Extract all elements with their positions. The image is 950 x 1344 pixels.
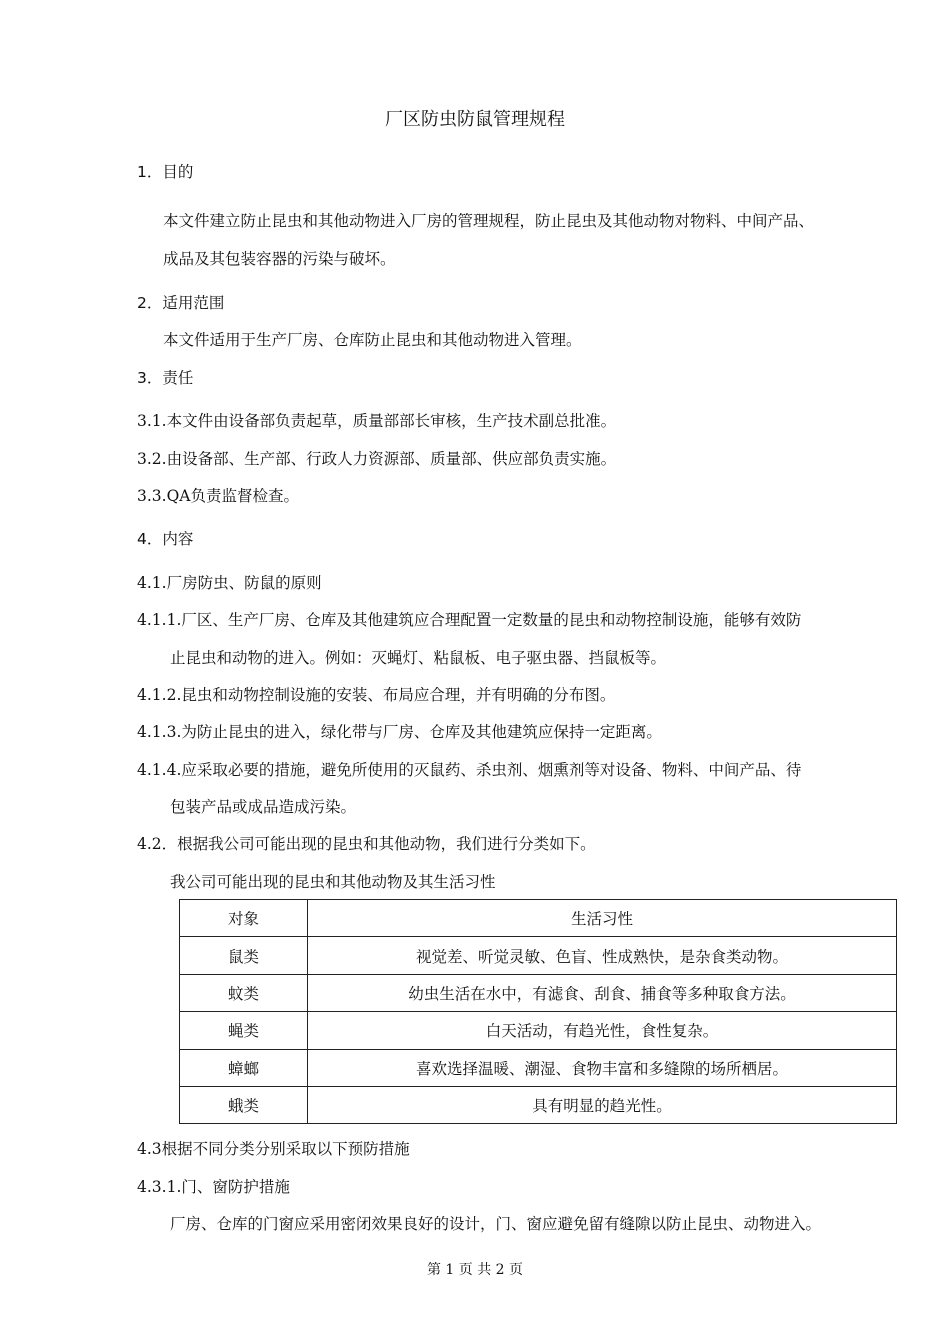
section-heading-purpose: 1．目的 xyxy=(137,163,194,181)
table-cell-habit: 喜欢选择温暖、潮湿、食物丰富和多缝隙的场所栖居。 xyxy=(308,1049,897,1086)
clause-3-2: 3.2.由设备部、生产部、行政人力资源部、质量部、供应部负责实施。 xyxy=(137,450,617,468)
table-cell-object: 蚊类 xyxy=(180,974,308,1011)
table-header-row xyxy=(180,900,897,937)
table-cell-habit: 视觉差、听觉灵敏、色盲、性成熟快，是杂食类动物。 xyxy=(308,937,897,974)
table-header-object: 对象 xyxy=(180,900,308,937)
clause-4-1-2: 4.1.2.昆虫和动物控制设施的安装、布局应合理，并有明确的分布图。 xyxy=(137,686,616,704)
clause-4-1-4-line-1: 4.1.4.应采取必要的措施，避免所使用的灭鼠药、杀虫剂、烟熏剂等对设备、物料、中间产品、待 xyxy=(137,761,802,779)
purpose-text-line-2: 成品及其包装容器的污染与破坏。 xyxy=(163,250,396,268)
clause-4-1: 4.1.厂房防虫、防鼠的原则 xyxy=(137,574,322,592)
clause-4-1-1-line-2: 止昆虫和动物的进入。例如：灭蝇灯、粘鼠板、电子驱虫器、挡鼠板等。 xyxy=(170,649,667,667)
table-cell-habit: 幼虫生活在水中，有滤食、刮食、捕食等多种取食方法。 xyxy=(308,974,897,1011)
clause-4-2: 4.2．根据我公司可能出现的昆虫和其他动物，我们进行分类如下。 xyxy=(137,835,596,853)
table-caption: 我公司可能出现的昆虫和其他动物及其生活习性 xyxy=(170,873,496,891)
page-title: 厂区防虫防鼠管理规程 xyxy=(385,109,565,130)
table-row xyxy=(180,974,897,1011)
clause-4-1-3: 4.1.3.为防止昆虫的进入，绿化带与厂房、仓库及其他建筑应保持一定距离。 xyxy=(137,723,662,741)
table-row xyxy=(180,1049,897,1086)
table-cell-habit: 具有明显的趋光性。 xyxy=(308,1086,897,1123)
table-cell-object: 蝇类 xyxy=(180,1012,308,1049)
clause-4-1-4-line-2: 包装产品或成品造成污染。 xyxy=(170,798,357,816)
table-cell-object: 蛾类 xyxy=(180,1086,308,1123)
table-cell-object: 鼠类 xyxy=(180,937,308,974)
section-heading-scope: 2．适用范围 xyxy=(137,294,225,312)
section-heading-content: 4．内容 xyxy=(137,530,194,548)
clause-3-3: 3.3.QA负责监督检查。 xyxy=(137,487,299,505)
clause-3-1: 3.1.本文件由设备部负责起草，质量部部长审核，生产技术副总批准。 xyxy=(137,412,617,430)
table-header-habit: 生活习性 xyxy=(308,900,897,937)
table-cell-object: 蟑螂 xyxy=(180,1049,308,1086)
section-heading-responsibility: 3．责任 xyxy=(137,369,194,387)
page-footer: 第 1 页 共 2 页 xyxy=(426,1262,524,1278)
clause-4-3-1-text: 厂房、仓库的门窗应采用密闭效果良好的设计，门、窗应避免留有缝隙以防止昆虫、动物进入。 xyxy=(170,1215,822,1233)
clause-4-1-1-line-1: 4.1.1.厂区、生产厂房、仓库及其他建筑应合理配置一定数量的昆虫和动物控制设施，能够有效防 xyxy=(137,611,802,629)
scope-text: 本文件适用于生产厂房、仓库防止昆虫和其他动物进入管理。 xyxy=(163,331,582,349)
clause-4-3-1: 4.3.1.门、窗防护措施 xyxy=(137,1178,290,1196)
clause-4-3: 4.3根据不同分类分别采取以下预防措施 xyxy=(137,1140,410,1158)
table-row xyxy=(180,1086,897,1123)
table-cell-habit: 白天活动，有趋光性，食性复杂。 xyxy=(308,1012,897,1049)
purpose-text-line-1: 本文件建立防止昆虫和其他动物进入厂房的管理规程，防止昆虫及其他动物对物料、中间产品、 xyxy=(163,212,815,230)
table-row xyxy=(180,1012,897,1049)
table-row xyxy=(180,937,897,974)
habits-table xyxy=(179,899,897,1124)
